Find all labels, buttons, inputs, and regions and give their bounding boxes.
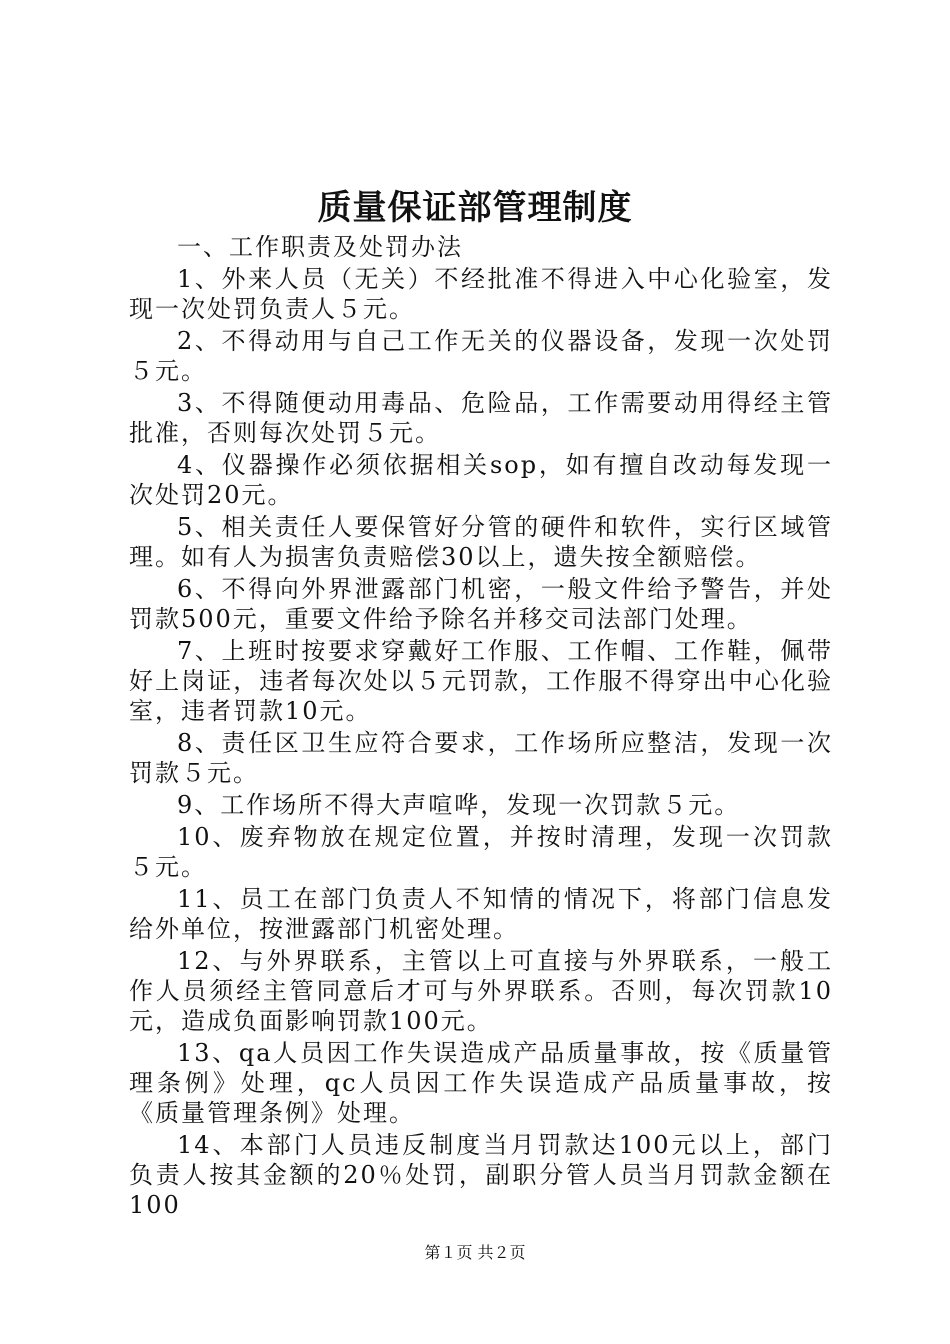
rule-item: 9、工作场所不得大声喧哗，发现一次罚款５元。 [177,791,741,819]
rule-item: 2、不得动用与自己工作无关的仪器设备，发现一次处罚５元。 [129,327,833,385]
rule-item: 14、本部门人员违反制度当月罚款达100元以上，部门负责人按其金额的20％处罚，副职分管人员当月罚款金额在100 [129,1131,833,1219]
rule-item: 11、员工在部门负责人不知情的情况下，将部门信息发给外单位，按泄露部门机密处理。 [129,885,833,943]
rule-item: 13、qa人员因工作失误造成产品质量事故，按《质量管理条例》处理，qc人员因工作失误造成产品质量事故，按《质量管理条例》处理。 [129,1039,833,1127]
rule-item: 5、相关责任人要保管好分管的硬件和软件，实行区域管理。如有人为损害负责赔偿30以上，遗失按全额赔偿。 [129,513,833,571]
rule-item: 1、外来人员（无关）不经批准不得进入中心化验室，发现一次处罚负责人５元。 [129,265,833,323]
rule-item: 12、与外界联系，主管以上可直接与外界联系，一般工作人员须经主管同意后才可与外界联系。否则，每次罚款10元，造成负面影响罚款100元。 [129,947,833,1035]
page-number-footer: 第１页 共２页 [424,1243,526,1262]
document-title: 质量保证部管理制度 [317,188,633,228]
rule-item: 7、上班时按要求穿戴好工作服、工作帽、工作鞋，佩带好上岗证，违者每次处以５元罚款，工作服不得穿出中心化验室，违者罚款10元。 [129,637,833,725]
section-heading: 一、工作职责及处罚办法 [177,233,463,261]
document-body [129,232,833,1222]
rule-item: 3、不得随便动用毒品、危险品，工作需要动用得经主管批准，否则每次处罚５元。 [129,389,833,447]
rule-item: 4、仪器操作必须依据相关sop，如有擅自改动每发现一次处罚20元。 [129,451,833,509]
rule-item: 8、责任区卫生应符合要求，工作场所应整洁，发现一次罚款５元。 [129,729,833,787]
rule-item: 6、不得向外界泄露部门机密，一般文件给予警告，并处罚款500元，重要文件给予除名并移交司法部门处理。 [129,575,833,633]
rule-item: 10、废弃物放在规定位置，并按时清理，发现一次罚款５元。 [129,823,833,881]
